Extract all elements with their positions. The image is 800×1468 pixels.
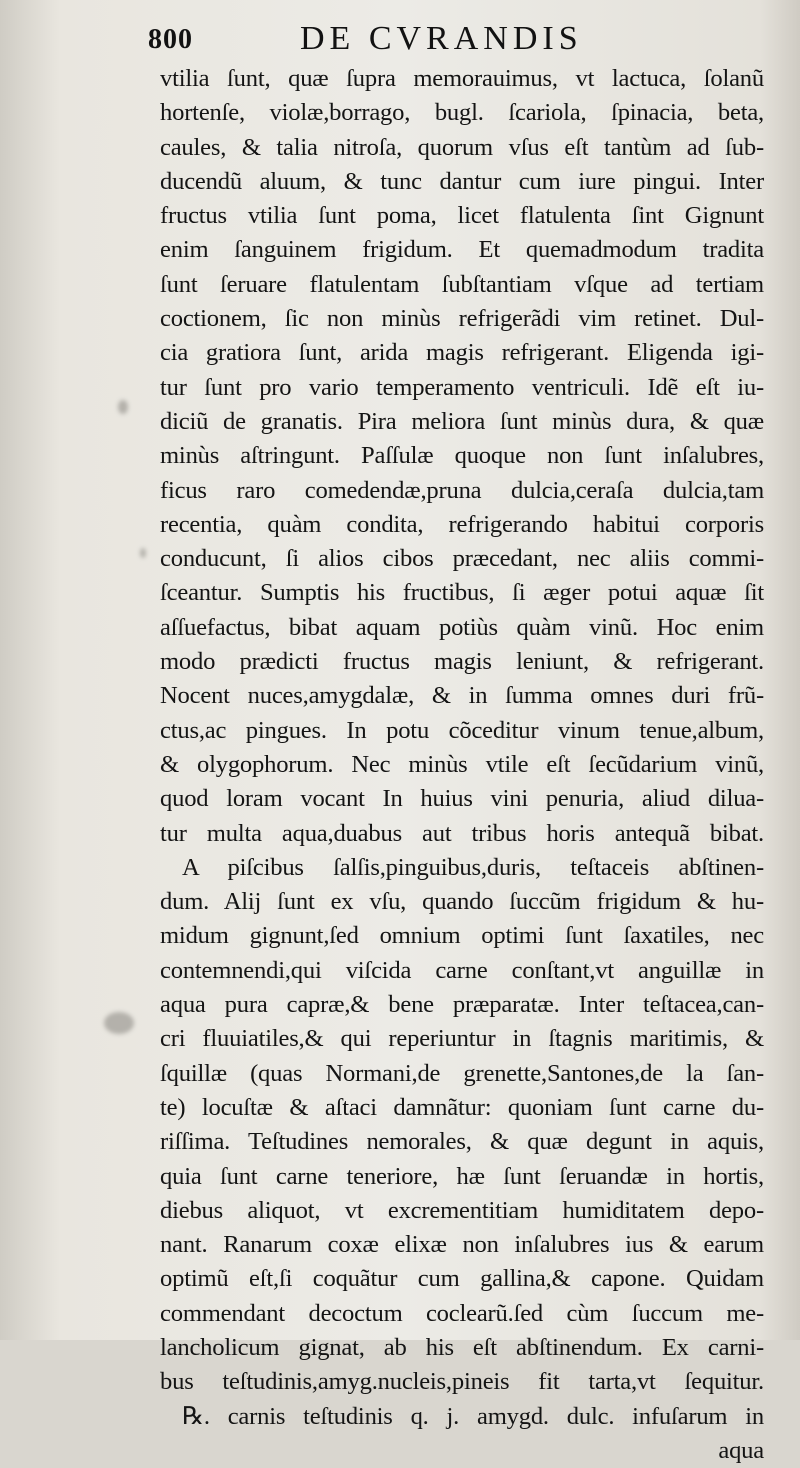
text-line: nant. Ranarum coxæ elixæ non inſalubres ius & earum <box>160 1231 764 1259</box>
text-line: Nocent nuces,amygdalæ, & in ſumma omnes duri frũ- <box>160 682 764 710</box>
paper-stain <box>104 1012 134 1034</box>
text-line: commendant decoctum coclearũ.ſed cùm ſuccum me- <box>160 1299 764 1327</box>
text-line: aqua pura capræ,& bene præparatæ. Inter teſtacea,can- <box>160 991 764 1019</box>
text-line: & olygophorum. Nec minùs vtile eſt ſecũdarium vinũ, <box>160 750 764 778</box>
text-line: ducendũ aluum, & tunc dantur cum iure pingui. Inter <box>160 167 764 195</box>
text-line: ſquillæ (quas Normani,de grenette,Santones,de la ſan- <box>160 1059 764 1087</box>
text-line: ſceantur. Sumptis his fructibus, ſi æger potui aquæ ſit <box>160 579 764 607</box>
text-line: quia ſunt carne teneriore, hæ ſunt ſeruandæ in hortis, <box>160 1162 764 1190</box>
text-line: ſunt ſeruare flatulentam ſubſtantiam vſque ad tertiam <box>160 270 764 298</box>
text-line: ℞. carnis teſtudinis q. j. amygd. dulc. infuſarum in <box>182 1402 764 1430</box>
paper-stain <box>118 400 128 414</box>
text-line: te) locuſtæ & aſtaci damnãtur: quoniam ſunt carne du- <box>160 1093 764 1121</box>
text-line: modo prædicti fructus magis leniunt, & refrigerant. <box>160 648 764 676</box>
text-line: tur ſunt pro vario temperamento ventriculi. Idẽ eſt iu- <box>160 373 764 401</box>
text-line: vtilia ſunt, quæ ſupra memorauimus, vt lactuca, ſolanũ <box>160 65 764 92</box>
text-line: riſſima. Teſtudines nemorales, & quæ degunt in aquis, <box>160 1128 764 1156</box>
text-line: aſſuefactus, bibat aquam potiùs quàm vinũ. Hoc enim <box>160 613 764 641</box>
text-line: A piſcibus ſalſis,pinguibus,duris, teſtaceis abſtinen- <box>182 853 764 881</box>
text-line: conducunt, ſi alios cibos præcedant, nec aliis commi- <box>160 545 764 573</box>
text-line: contemnendi,qui viſcida carne conſtant,vt anguillæ in <box>160 956 764 984</box>
text-line: ctus,ac pingues. In potu cõceditur vinum tenue,album, <box>160 716 764 744</box>
text-line: enim ſanguinem frigidum. Et quemadmodum tradita <box>160 236 764 264</box>
text-line: ficus raro comedendæ,pruna dulcia,ceraſa dulcia,tam <box>160 476 764 504</box>
text-line: hortenſe, violæ,borrago, bugl. ſcariola, ſpinacia, beta, <box>160 99 764 127</box>
text-line: diciũ de granatis. Pira meliora ſunt minùs dura, & quæ <box>160 407 764 435</box>
text-line: diebus aliquot, vt excrementitiam humiditatem depo- <box>160 1196 764 1224</box>
text-line: tur multa aqua,duabus aut tribus horis antequã bibat. <box>160 819 764 847</box>
text-line: recentia, quàm condita, refrigerando habitui corporis <box>160 510 764 538</box>
text-line: dum. Alij ſunt ex vſu, quando ſuccũm frigidum & hu- <box>160 888 764 916</box>
text-line: midum gignunt,ſed omnium optimi ſunt ſaxatiles, nec <box>160 922 764 950</box>
text-line: caules, & talia nitroſa, quorum vſus eſt tantùm ad ſub- <box>160 133 764 161</box>
text-line: minùs aſtringunt. Paſſulæ quoque non ſunt inſalubres, <box>160 442 764 470</box>
text-line: quod loram vocant In huius vini penuria, aliud dilua- <box>160 785 764 813</box>
running-head <box>148 18 618 58</box>
paper-stain <box>140 548 146 558</box>
text-line: fructus vtilia ſunt poma, licet flatulenta ſint Gignunt <box>160 202 764 230</box>
text-line: cri fluuiatiles,& qui reperiuntur in ſtagnis maritimis, & <box>160 1025 764 1053</box>
text-line: bus teſtudinis,amyg.nucleis,pineis fit tarta,vt ſequitur. <box>160 1368 764 1396</box>
text-line: cia gratiora ſunt, arida magis refrigerant. Eligenda igi- <box>160 339 764 367</box>
text-line: optimũ eſt,ſi coquãtur cum gallina,& capone. Quidam <box>160 1265 764 1293</box>
page-number: 800 <box>148 24 193 55</box>
text-line: coctionem, ſic non minùs refrigerãdi vim retinet. Dul- <box>160 305 764 333</box>
text-line: lancholicum gignat, ab his eſt abſtinendum. Ex carni- <box>160 1333 764 1361</box>
text-line: aqua <box>718 1436 764 1464</box>
body-text <box>160 62 764 1468</box>
running-title: DE CVRANDIS <box>300 20 583 57</box>
